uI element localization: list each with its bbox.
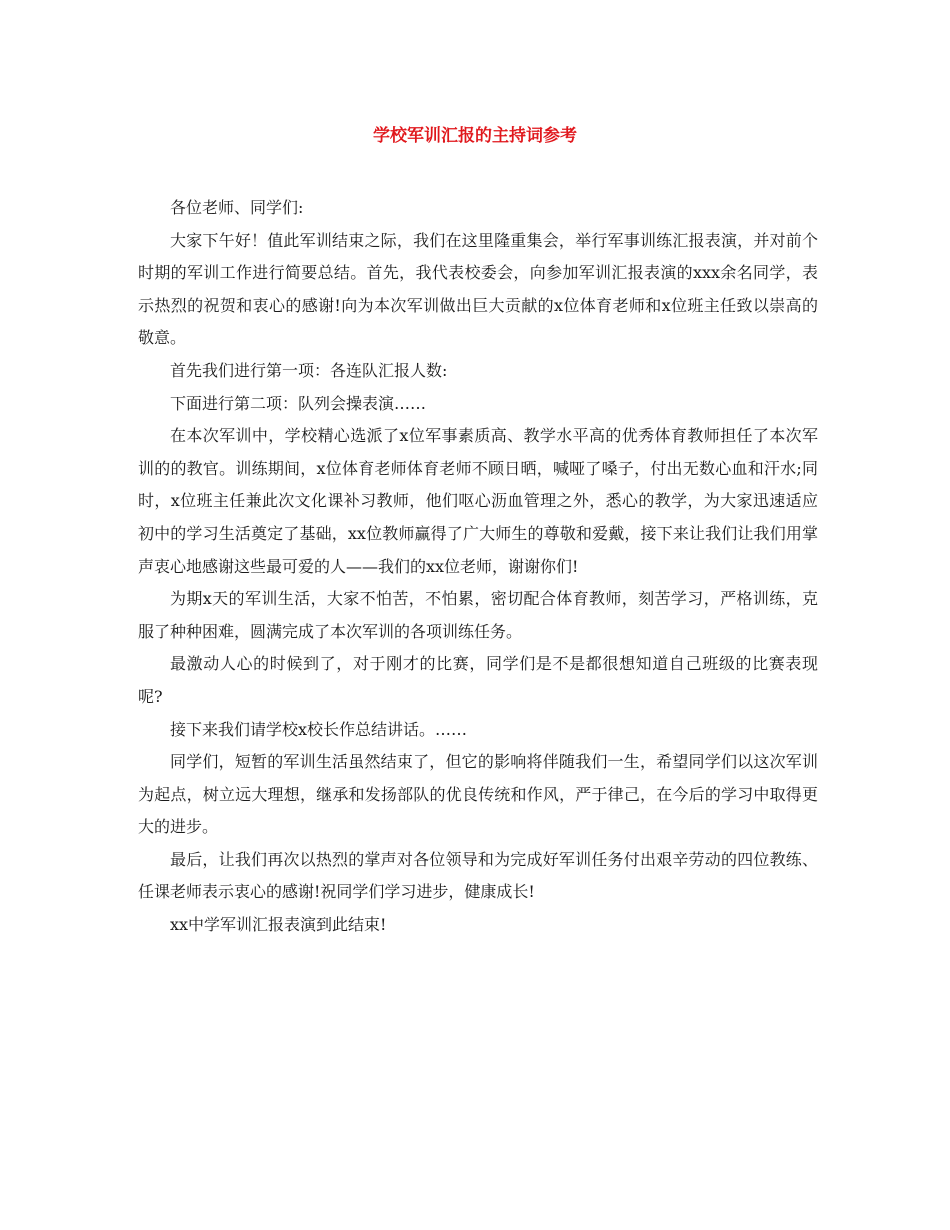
paragraph-item-two: 下面进行第二项：队列会操表演…… — [170, 393, 427, 413]
paragraph-training-summary: 为期x天的军训生活，大家不怕苦，不怕累，密切配合体育教师，刻苦学习，严格训练，克服了种种困难，圆满完成了本次军训的各项训练任务。 — [138, 589, 818, 641]
paragraph-greeting: 各位老师、同学们: — [170, 198, 304, 217]
paragraph-closing: xx中学军训汇报表演到此结束! — [170, 915, 387, 935]
paragraph-results-question: 最激动人心的时候到了，对于刚才的比赛，同学们是不是都很想知道自己班级的比赛表现呢? — [138, 654, 818, 706]
paragraph-item-one: 首先我们进行第一项：各连队汇报人数: — [170, 360, 448, 380]
paragraph-thanks: 最后，让我们再次以热烈的掌声对各位领导和为完成好军训任务付出艰辛劳动的四位教练、任课老师表示衷心的感谢!祝同学们学习进步，健康成长! — [138, 849, 818, 902]
document-body — [138, 192, 818, 942]
document-title: 学校军训汇报的主持词参考 — [373, 126, 577, 146]
paragraph-encouragement: 同学们，短暂的军训生活虽然结束了，但它的影响将伴随我们一生，希望同学们以这次军训为起点，树立远大理想，继承和发扬部队的优良传统和作风，严于律己，在今后的学习中取得更大的进步。 — [138, 752, 818, 837]
paragraph-opening: 大家下午好！值此军训结束之际，我们在这里隆重集会，举行军事训练汇报表演，并对前个时期的军训工作进行简要总结。首先，我代表校委会，向参加军训汇报表演的xxx余名同学，表示热烈的祝贺和衷心的感谢!向为本次军训做出巨大贡献的x位体育老师和x位班主任致以崇高的敬意。 — [138, 230, 818, 348]
paragraph-principal-speech: 接下来我们请学校x校长作总结讲话。…… — [170, 719, 468, 739]
paragraph-instructors: 在本次军训中，学校精心选派了x位军事素质高、教学水平高的优秀体育教师担任了本次军训的的教官。训练期间，x位体育老师体育老师不顾日晒，喊哑了嗓子，付出无数心血和汗水;同时，x位班主任兼此次文化课补习教师，他们呕心沥血管理之外，悉心的教学，为大家迅速适应初中的学习生活奠定了基础，xx位教师赢得了广大师生的尊敬和爱戴，接下来让我们让我们用掌声衷心地感谢这些最可爱的人——我们的xx位老师，谢谢你们! — [138, 426, 818, 576]
